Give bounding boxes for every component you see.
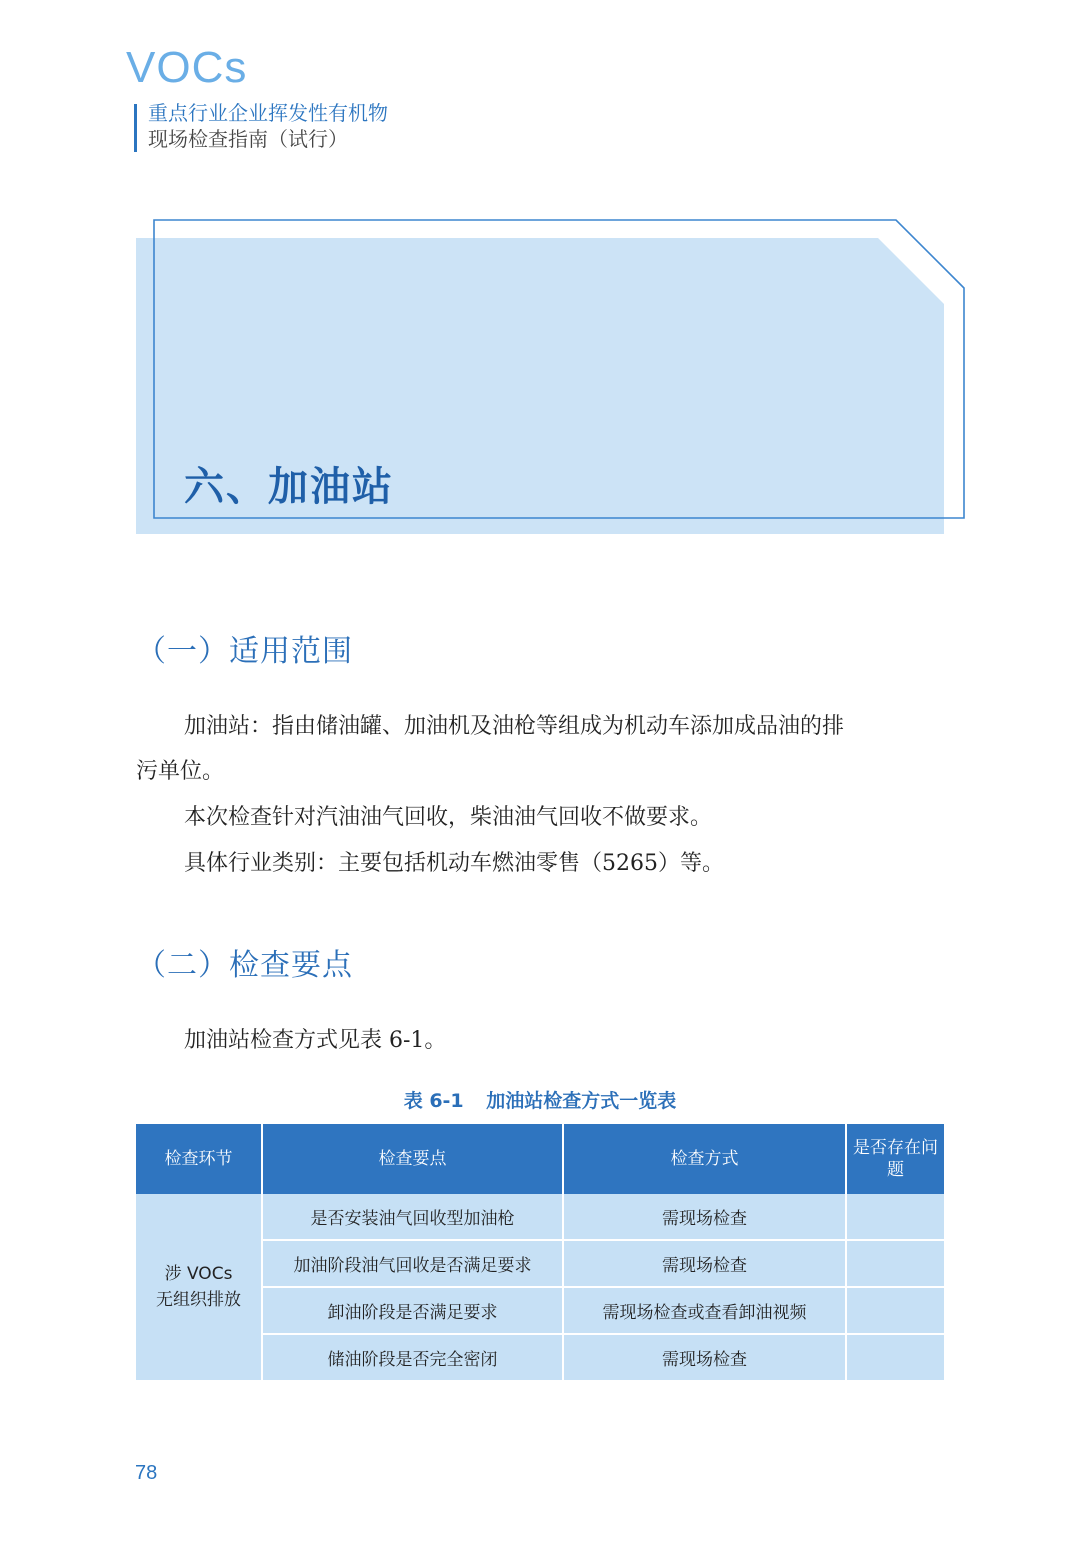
table-cell-method: 需现场检查: [563, 1194, 846, 1240]
section-heading-scope: （一）适用范围: [136, 634, 353, 669]
table-header-method: 检查方式: [563, 1124, 846, 1194]
book-subtitle-line1: 重点行业企业挥发性有机物: [148, 101, 388, 125]
paragraph-scope-note: 本次检查针对汽油油气回收，柴油油气回收不做要求。: [184, 805, 713, 830]
table-caption: [0, 1086, 1080, 1113]
chapter-banner: [0, 0, 1080, 560]
table-header-stage: 检查环节: [136, 1124, 262, 1194]
table-caption-title: 加油站检查方式一览表: [486, 1090, 677, 1112]
category-line2: 无组织排放: [156, 1290, 241, 1310]
table-cell-issue: [846, 1334, 944, 1380]
table-cell-method: 需现场检查: [563, 1334, 846, 1380]
table-cell-method: 需现场检查: [563, 1240, 846, 1287]
chapter-title: 六、加油站: [184, 463, 394, 510]
inspection-table: [136, 1124, 944, 1380]
page-number: 78: [135, 1462, 158, 1484]
paragraph-definition-line2: 污单位。: [136, 759, 225, 784]
table-cell-point: 卸油阶段是否满足要求: [262, 1287, 563, 1334]
table-cell-issue: [846, 1240, 944, 1287]
table-cell-point: 储油阶段是否完全密闭: [262, 1334, 563, 1380]
table-cell-issue: [846, 1287, 944, 1334]
table-header-point: 检查要点: [262, 1124, 563, 1194]
table-header-row: [136, 1124, 944, 1194]
table-row: [136, 1194, 944, 1240]
table-cell-issue: [846, 1194, 944, 1240]
table-caption-number: 表 6-1: [403, 1090, 464, 1112]
table-header-issue: 是否存在问题: [846, 1124, 944, 1194]
table-cell-category: [136, 1194, 262, 1380]
brand-title: VOCs: [126, 43, 248, 92]
paragraph-table-reference: 加油站检查方式见表 6-1。: [184, 1028, 447, 1053]
table-cell-point: 是否安装油气回收型加油枪: [262, 1194, 563, 1240]
table-cell-method: 需现场检查或查看卸油视频: [563, 1287, 846, 1334]
book-subtitle-line2: 现场检查指南（试行）: [148, 127, 348, 151]
paragraph-definition-line1: 加油站：指由储油罐、加油机及油枪等组成为机动车添加成品油的排: [184, 714, 845, 739]
table-cell-point: 加油阶段油气回收是否满足要求: [262, 1240, 563, 1287]
section-heading-checkpoints: （二）检查要点: [136, 948, 353, 983]
category-line1: 涉 VOCs: [164, 1264, 233, 1284]
paragraph-industry-category: 具体行业类别：主要包括机动车燃油零售（5265）等。: [184, 851, 724, 876]
